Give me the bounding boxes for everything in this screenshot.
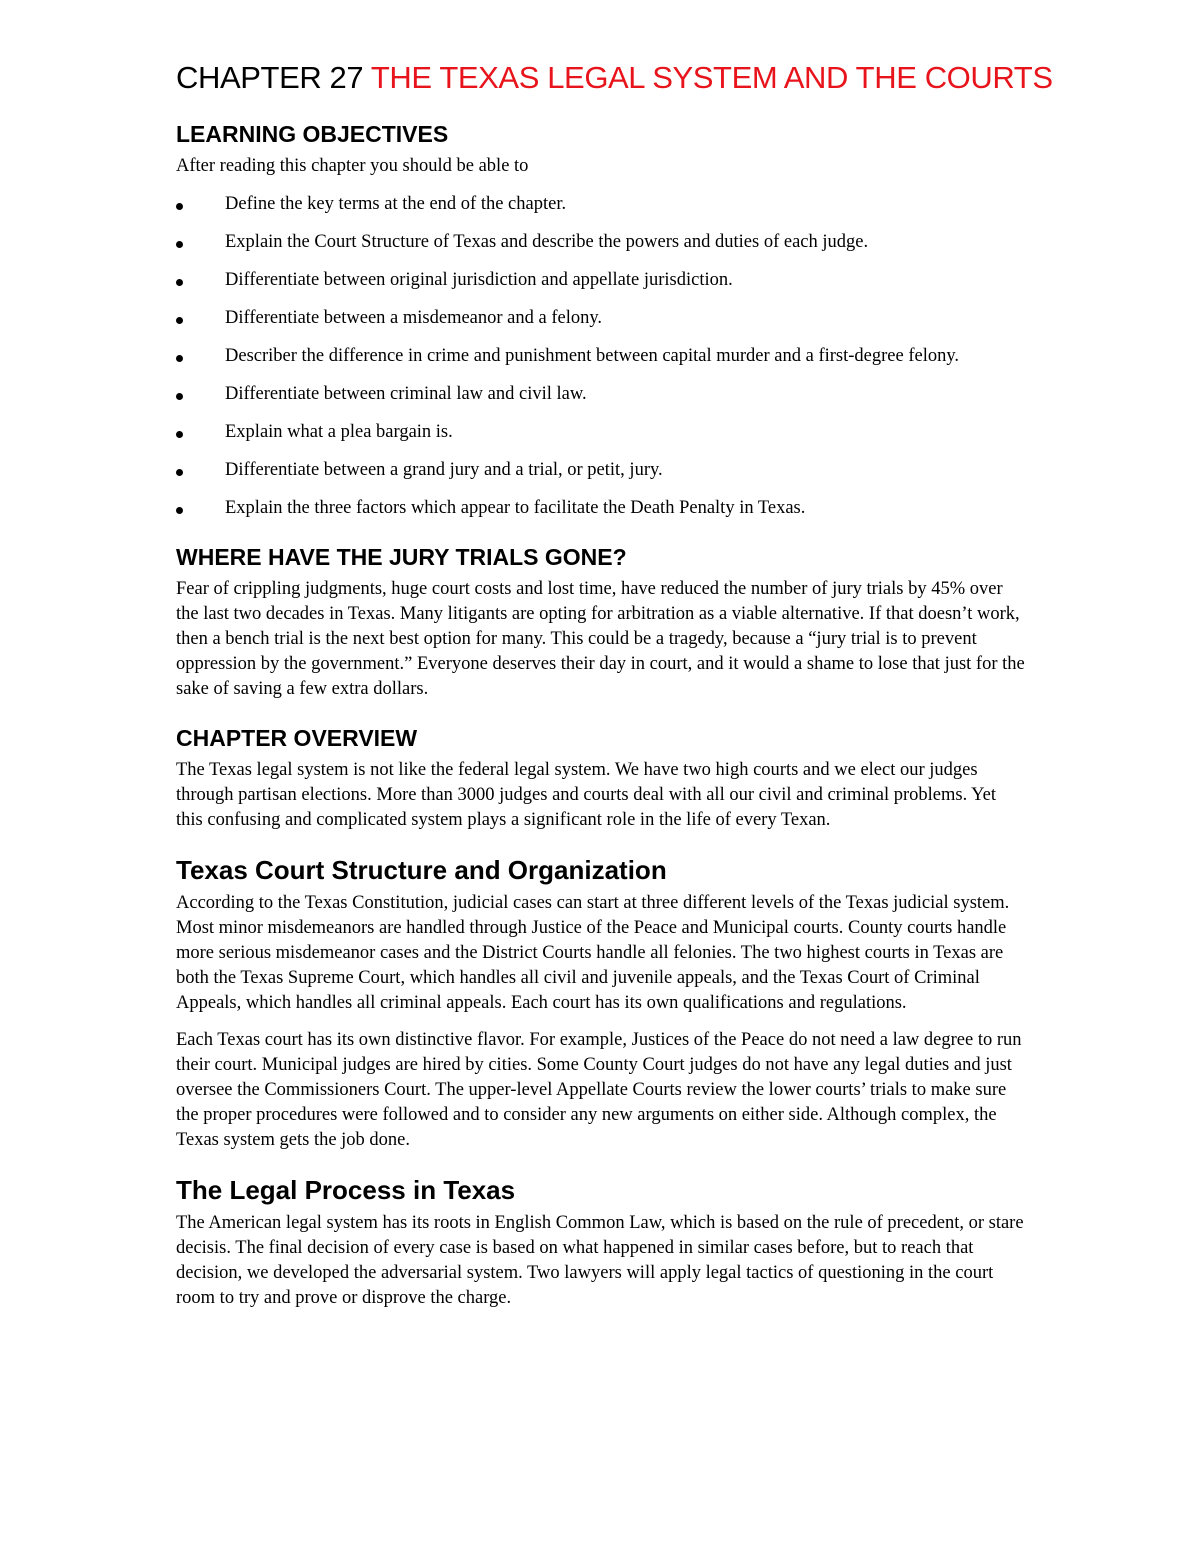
bullet-icon: [176, 241, 183, 248]
court-structure-paragraph-1: According to the Texas Constitution, judicial cases can start at three different levels of the Texas judicial system. Most minor misdemeanors are handled through Justice of the Peace and Municipal courts. County courts handle more serious misdemeanor cases and the District Courts handle all felonies. The two highest courts in Texas are both the Texas Supreme Court, which handles all civil and juvenile appeals, and the Texas Court of Criminal Appeals, which handles all criminal appeals. Each court has its own qualifications and regulations.: [176, 893, 1010, 1013]
jury-trials-heading: WHERE HAVE THE JURY TRIALS GONE?: [176, 544, 627, 570]
objective-item: Define the key terms at the end of the chapter.: [176, 192, 1026, 217]
objectives-intro: After reading this chapter you should be able to: [176, 156, 529, 176]
bullet-icon: [176, 355, 183, 362]
objective-item: Explain the Court Structure of Texas and describe the powers and duties of each judge.: [176, 230, 1026, 255]
court-structure-section: [176, 855, 1026, 1153]
document-page: [176, 56, 1053, 1323]
bullet-icon: [176, 279, 183, 286]
bullet-icon: [176, 203, 183, 210]
learning-objectives-section: [176, 120, 1026, 521]
jury-trials-paragraph: Fear of crippling judgments, huge court costs and lost time, have reduced the number of jury trials by 45% over the last two decades in Texas. Many litigants are opting for arbitration as a viable alternative. If that doesn’t work, then a bench trial is the next best option for many. This could be a tragedy, because a “jury trial is to prevent oppression by the government.” Everyone deserves their day in court, and it would a shame to lose that just for the sake of saving a few extra dollars.: [176, 579, 1025, 699]
chapter-label: CHAPTER 27: [176, 60, 364, 95]
bullet-icon: [176, 393, 183, 400]
court-structure-paragraph-2: Each Texas court has its own distinctive flavor. For example, Justices of the Peace do not need a law degree to run their court. Municipal judges are hired by cities. Some County Court judges do not have any legal duties and just oversee the Commissioners Court. The upper-level Appellate Courts review the lower courts’ trials to make sure the proper procedures were followed and to consider any new arguments on either side. Although complex, the Texas system gets the job done.: [176, 1030, 1022, 1150]
chapter-name: THE TEXAS LEGAL SYSTEM AND THE COURTS: [370, 60, 1053, 95]
legal-process-paragraph: The American legal system has its roots in English Common Law, which is based on the rule of precedent, or stare decisis. The final decision of every case is based on what happened in similar cases before, but to reach that decision, we developed the adversarial system. Two lawyers will apply legal tactics of questioning in the court room to try and prove or disprove the charge.: [176, 1213, 1024, 1308]
objective-item: Describer the difference in crime and punishment between capital murder and a first-degree felony.: [176, 344, 1026, 369]
objective-item: Explain the three factors which appear to facilitate the Death Penalty in Texas.: [176, 496, 1026, 521]
bullet-icon: [176, 469, 183, 476]
chapter-overview-section: [176, 724, 1026, 833]
objective-item: Differentiate between original jurisdiction and appellate jurisdiction.: [176, 268, 1026, 293]
legal-process-heading: The Legal Process in Texas: [176, 1175, 516, 1205]
bullet-icon: [176, 507, 183, 514]
objective-item: Differentiate between criminal law and civil law.: [176, 382, 1026, 407]
objectives-list: [176, 192, 1026, 521]
legal-process-section: [176, 1175, 1026, 1311]
objective-item: Differentiate between a grand jury and a trial, or petit, jury.: [176, 458, 1026, 483]
bullet-icon: [176, 431, 183, 438]
chapter-overview-heading: CHAPTER OVERVIEW: [176, 725, 418, 751]
chapter-overview-paragraph: The Texas legal system is not like the federal legal system. We have two high courts and we elect our judges through partisan elections. More than 3000 judges and courts deal with all our civil and criminal problems. Yet this confusing and complicated system plays a significant role in the life of every Texan.: [176, 760, 996, 830]
learning-objectives-heading: LEARNING OBJECTIVES: [176, 121, 449, 147]
objective-item: Explain what a plea bargain is.: [176, 420, 1026, 445]
jury-trials-section: [176, 543, 1026, 702]
chapter-title: [176, 56, 1053, 100]
court-structure-heading: Texas Court Structure and Organization: [176, 855, 667, 885]
bullet-icon: [176, 317, 183, 324]
objective-item: Differentiate between a misdemeanor and a felony.: [176, 306, 1026, 331]
